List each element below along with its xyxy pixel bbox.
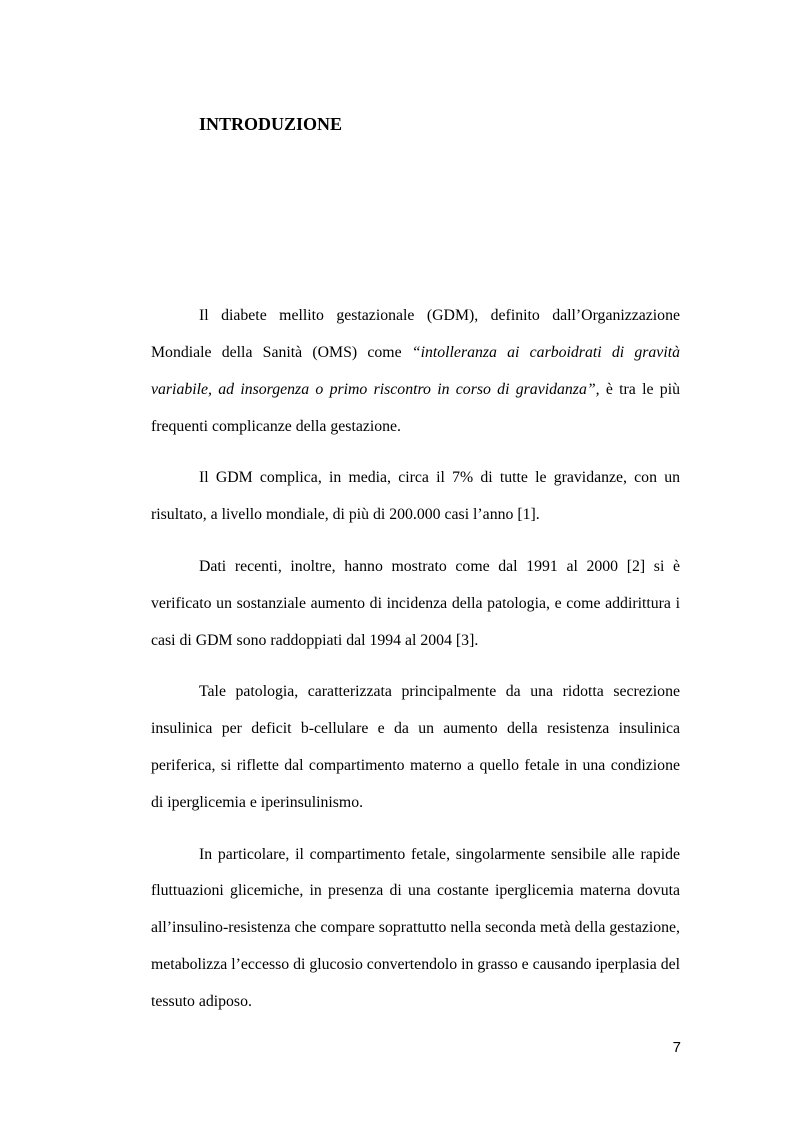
paragraph-gdm-incidence: Dati recenti, inoltre, hanno mostrato come dal 1991 al 2000 [2] si è verificato un sostanziale aumento di incidenza della patologia, e come addirittura i casi di GDM sono raddoppiati dal 1994 al 2004 [3]. [151, 557, 680, 649]
paragraph-gdm-prevalence: Il GDM complica, in media, circa il 7% di tutte le gravidanze, con un risultato, a livello mondiale, di più di 200.000 casi l’anno [1]. [151, 469, 680, 524]
paragraph-text: Il diabete mellito gestazionale (GDM), definito dall’Organizzazione Mondiale della Sanità (OMS) come [151, 307, 680, 361]
paragraph-gdm-definition [151, 298, 680, 445]
who-definition-quote: “intolleranza ai carboidrati di gravità variabile, ad insorgenza o primo riscontro in corso di gravidanza”, [151, 343, 680, 398]
paragraph-fetal-compartment: In particolare, il compartimento fetale, singolarmente sensibile alle rapide fluttuazioni glicemiche, in presenza di una costante iperglicemia materna dovuta all’insulino-resistenza che compare soprattutto nella seconda metà della gestazione, metabolizza l’eccesso di glucosio convertendolo in grasso e causando iperplasia del tessuto adiposo. [151, 845, 681, 1010]
paragraph-pathology: Tale patologia, caratterizzata principalmente da una ridotta secrezione insulinica per deficit b-cellulare e da un aumento della resistenza insulinica periferica, si riflette dal compartimento materno a quello fetale in una condizione di iperglicemia e iperinsulinismo. [151, 683, 680, 811]
section-heading: INTRODUZIONE [199, 114, 343, 134]
paragraph-text: è tra le più frequenti complicanze della gestazione. [151, 380, 680, 435]
body-text [151, 298, 680, 1021]
page-number: 7 [672, 1039, 681, 1056]
